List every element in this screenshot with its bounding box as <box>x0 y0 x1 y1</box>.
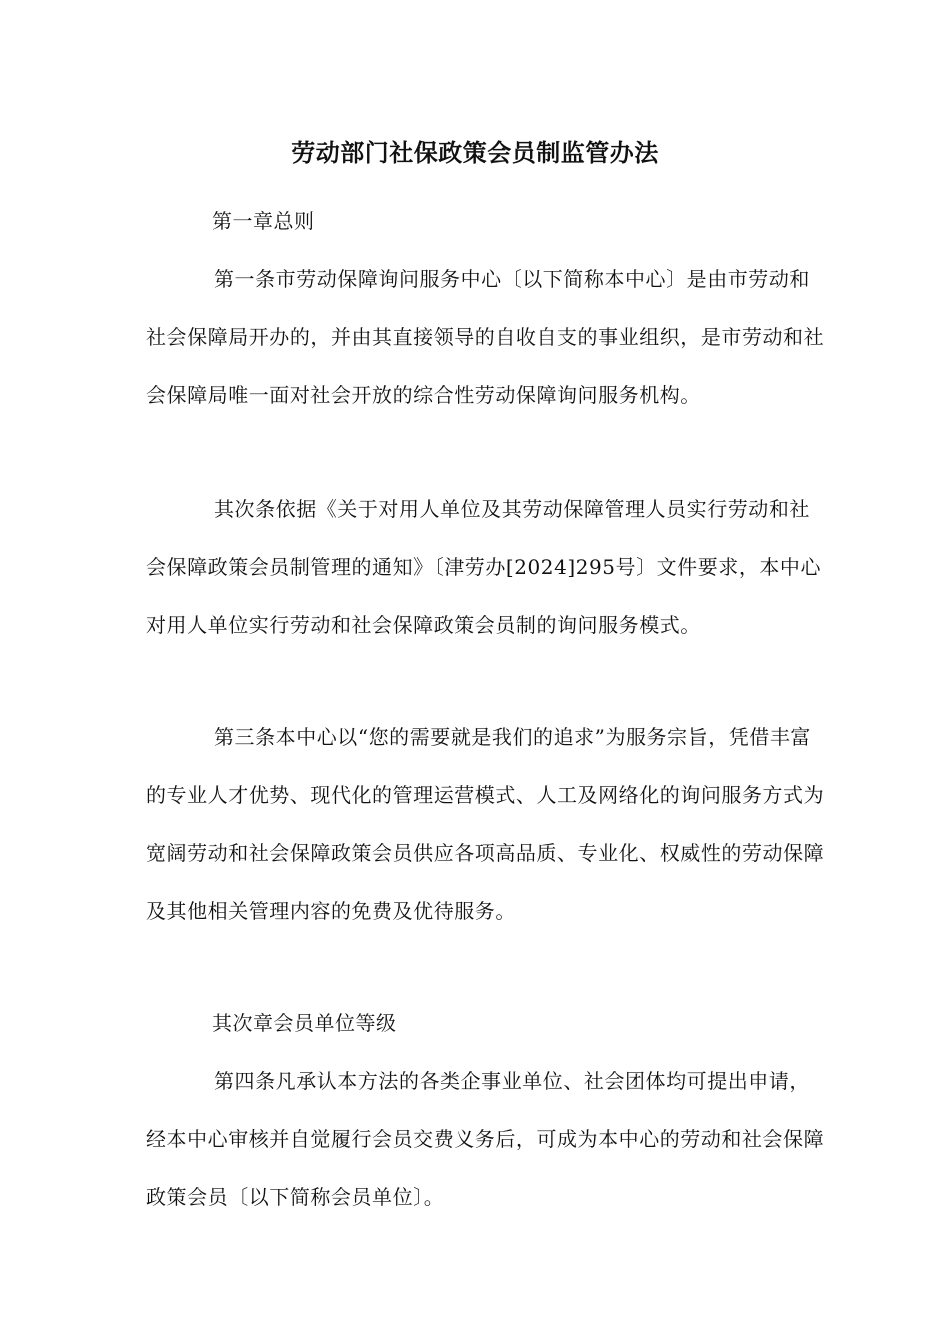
article-1: 第一条市劳动保障询问服务中心〔以下简称本中心〕是由市劳动和社会保障局开办的，并由其直接领导的自收自支的事业组织，是市劳动和社会保障局唯一面对社会开放的综合性劳动保障询问服务机构。 <box>146 267 825 407</box>
article-4: 第四条凡承认本方法的各类企事业单位、社会团体均可提出申请，经本中心审核并自觉履行会员交费义务后，可成为本中心的劳动和社会保障政策会员〔以下简称会员单位〕。 <box>146 1069 825 1209</box>
article-2: 其次条依据《关于对用人单位及其劳动保障管理人员实行劳动和社会保障政策会员制管理的通知》〔津劳办[2024]295号〕文件要求，本中心对用人单位实行劳动和社会保障政策会员制的询问服务模式。 <box>146 497 822 637</box>
article-3: 第三条本中心以“您的需要就是我们的追求”为服务宗旨，凭借丰富的专业人才优势、现代化的管理运营模式、人工及网络化的询问服务方式为宽阔劳动和社会保障政策会员供应各项高品质、专业化、权威性的劳动保障及其他相关管理内容的免费及优待服务。 <box>146 725 825 923</box>
document-title: 劳动部门社保政策会员制监管办法 <box>291 138 659 167</box>
chapter-1-heading: 第一章总则 <box>212 209 315 233</box>
chapter-2-heading: 其次章会员单位等级 <box>212 1011 397 1035</box>
